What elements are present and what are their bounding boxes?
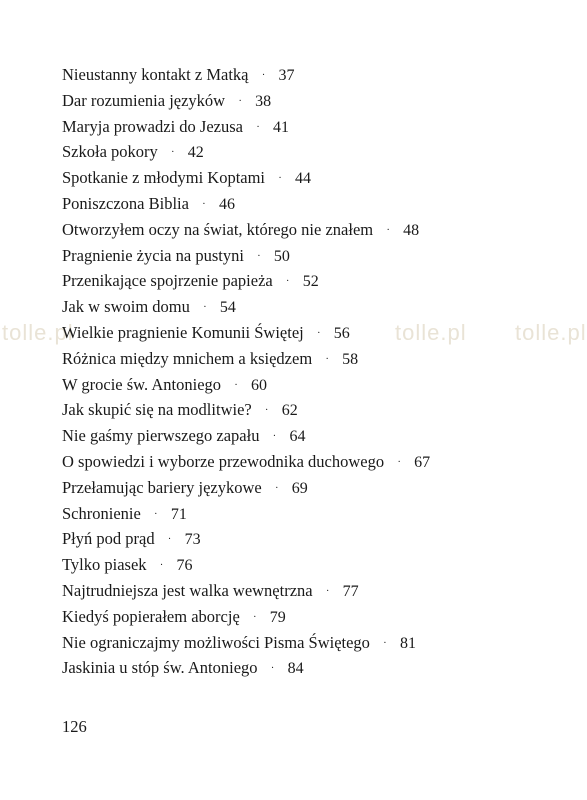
toc-entry-title: Poniszczona Biblia <box>62 193 189 213</box>
toc-entry <box>62 62 532 88</box>
toc-separator-dot: · <box>325 353 329 365</box>
toc-entry-title: O spowiedzi i wyborze przewodnika duchowego <box>62 451 385 471</box>
toc-entry <box>62 243 532 269</box>
toc-entry-page: 46 <box>218 195 235 213</box>
toc-separator-dot: · <box>317 327 321 339</box>
toc-entry-page: 76 <box>176 557 193 575</box>
watermark-text: tolle.pl <box>2 320 74 345</box>
toc-entry-title: Najtrudniejsza jest walka wewnętrzna <box>62 580 313 600</box>
toc-entry-page: 62 <box>281 402 298 420</box>
toc-entry <box>62 423 532 449</box>
toc-separator-dot: · <box>286 276 290 288</box>
toc-entry <box>62 346 532 372</box>
toc-entry <box>62 191 532 217</box>
toc-separator-dot: · <box>272 431 277 443</box>
toc-entry-page: 41 <box>272 118 289 136</box>
toc-entry-title: Dar rozumienia języków <box>62 90 226 110</box>
toc-entry <box>62 397 532 423</box>
toc-separator-dot: · <box>261 70 266 81</box>
toc-entry-title: Nie ograniczajmy możliwości Pisma Świętego <box>62 632 370 652</box>
toc-entry <box>62 501 532 527</box>
toc-entry-page: 84 <box>287 660 304 678</box>
toc-entry-page: 58 <box>342 350 359 368</box>
toc-separator-dot: · <box>397 456 401 468</box>
toc-entry-title: Jak w swoim domu <box>62 297 190 317</box>
toc-entry-page: 42 <box>187 144 204 162</box>
toc-separator-dot: · <box>257 250 261 262</box>
toc-entry-page: 48 <box>403 221 420 239</box>
toc-entry <box>62 88 532 114</box>
toc-entry <box>62 526 532 552</box>
toc-entry-title: Wielkie pragnienie Komunii Świętej <box>62 322 304 342</box>
toc-entry-title: Nie gaśmy pierwszego zapału <box>62 426 260 446</box>
toc-entry <box>62 165 532 191</box>
toc-separator-dot: · <box>325 585 330 597</box>
toc-entry-title: Płyń pod prąd <box>62 529 155 549</box>
toc-entry-title: Otworzyłem oczy na świat, którego nie znałem <box>62 219 374 239</box>
toc-separator-dot: · <box>253 611 257 623</box>
toc-entry-title: Jak skupić się na modlitwie? <box>62 400 252 420</box>
toc-entry <box>62 552 532 578</box>
toc-entry-title: Tylko piasek <box>62 555 147 575</box>
toc-entry-title: Jaskinia u stóp św. Antoniego <box>62 658 258 678</box>
toc-entry <box>62 475 532 501</box>
toc-entry-page: 38 <box>255 92 272 110</box>
toc-entry-page: 71 <box>170 505 187 523</box>
toc-entry-page: 37 <box>278 67 295 84</box>
toc-separator-dot: · <box>386 224 390 236</box>
table-of-contents <box>62 62 532 681</box>
toc-entry-page: 73 <box>184 531 201 549</box>
toc-entry-title: Różnica między mnichem a księdzem <box>62 348 313 368</box>
toc-entry-page: 81 <box>399 634 416 652</box>
toc-separator-dot: · <box>167 534 172 546</box>
toc-entry-title: Przenikające spojrzenie papieża <box>62 271 273 291</box>
toc-entry-page: 50 <box>273 247 290 265</box>
toc-entry-title: W grocie św. Antoniego <box>62 374 222 394</box>
toc-entry-title: Schronienie <box>62 503 141 523</box>
toc-separator-dot: · <box>275 482 279 494</box>
toc-entry-page: 52 <box>302 273 319 291</box>
toc-entry <box>62 139 532 165</box>
toc-entry-title: Spotkanie z młodymi Koptami <box>62 168 266 188</box>
toc-entry-page: 56 <box>333 324 350 342</box>
toc-entry <box>62 294 532 320</box>
toc-entry <box>62 217 532 243</box>
toc-entry <box>62 320 532 346</box>
toc-entry-page: 60 <box>251 376 268 394</box>
toc-separator-dot: · <box>383 637 387 649</box>
page-number: 126 <box>62 717 87 736</box>
watermark-text: tolle.pl <box>515 320 587 345</box>
toc-entry-title: Nieustanny kontakt z Matką <box>62 65 249 84</box>
toc-entry-title: Szkoła pokory <box>62 142 158 162</box>
toc-entry-title: Kiedyś popierałem aborcję <box>62 606 240 626</box>
toc-entry-page: 69 <box>291 479 308 497</box>
toc-separator-dot: · <box>278 173 282 185</box>
toc-separator-dot: · <box>159 560 164 572</box>
toc-entry-page: 77 <box>342 582 359 600</box>
toc-entry <box>62 449 532 475</box>
toc-entry-title: Pragnienie życia na pustyni <box>62 245 244 265</box>
toc-separator-dot: · <box>265 405 269 417</box>
toc-entry <box>62 114 532 140</box>
toc-separator-dot: · <box>203 302 207 314</box>
toc-entry-page: 54 <box>219 299 236 317</box>
toc-entry <box>62 630 532 656</box>
toc-entry-page: 67 <box>414 453 431 471</box>
toc-separator-dot: · <box>238 95 242 107</box>
toc-entry <box>62 655 532 681</box>
toc-entry-page: 64 <box>289 428 306 446</box>
toc-separator-dot: · <box>256 121 260 133</box>
toc-entry <box>62 604 532 630</box>
watermark-text: tolle.pl <box>395 320 467 345</box>
toc-entry-title: Maryja prowadzi do Jezusa <box>62 116 243 136</box>
toc-separator-dot: · <box>234 379 238 391</box>
toc-separator-dot: · <box>270 663 275 675</box>
toc-separator-dot: · <box>202 198 206 210</box>
toc-entry-page: 79 <box>269 608 286 626</box>
toc-entry-page: 44 <box>295 170 312 188</box>
toc-entry-title: Przełamując bariery językowe <box>62 477 262 497</box>
toc-entry <box>62 372 532 398</box>
toc-entry <box>62 268 532 294</box>
toc-separator-dot: · <box>154 508 158 520</box>
toc-entry <box>62 578 532 604</box>
toc-separator-dot: · <box>171 147 175 159</box>
